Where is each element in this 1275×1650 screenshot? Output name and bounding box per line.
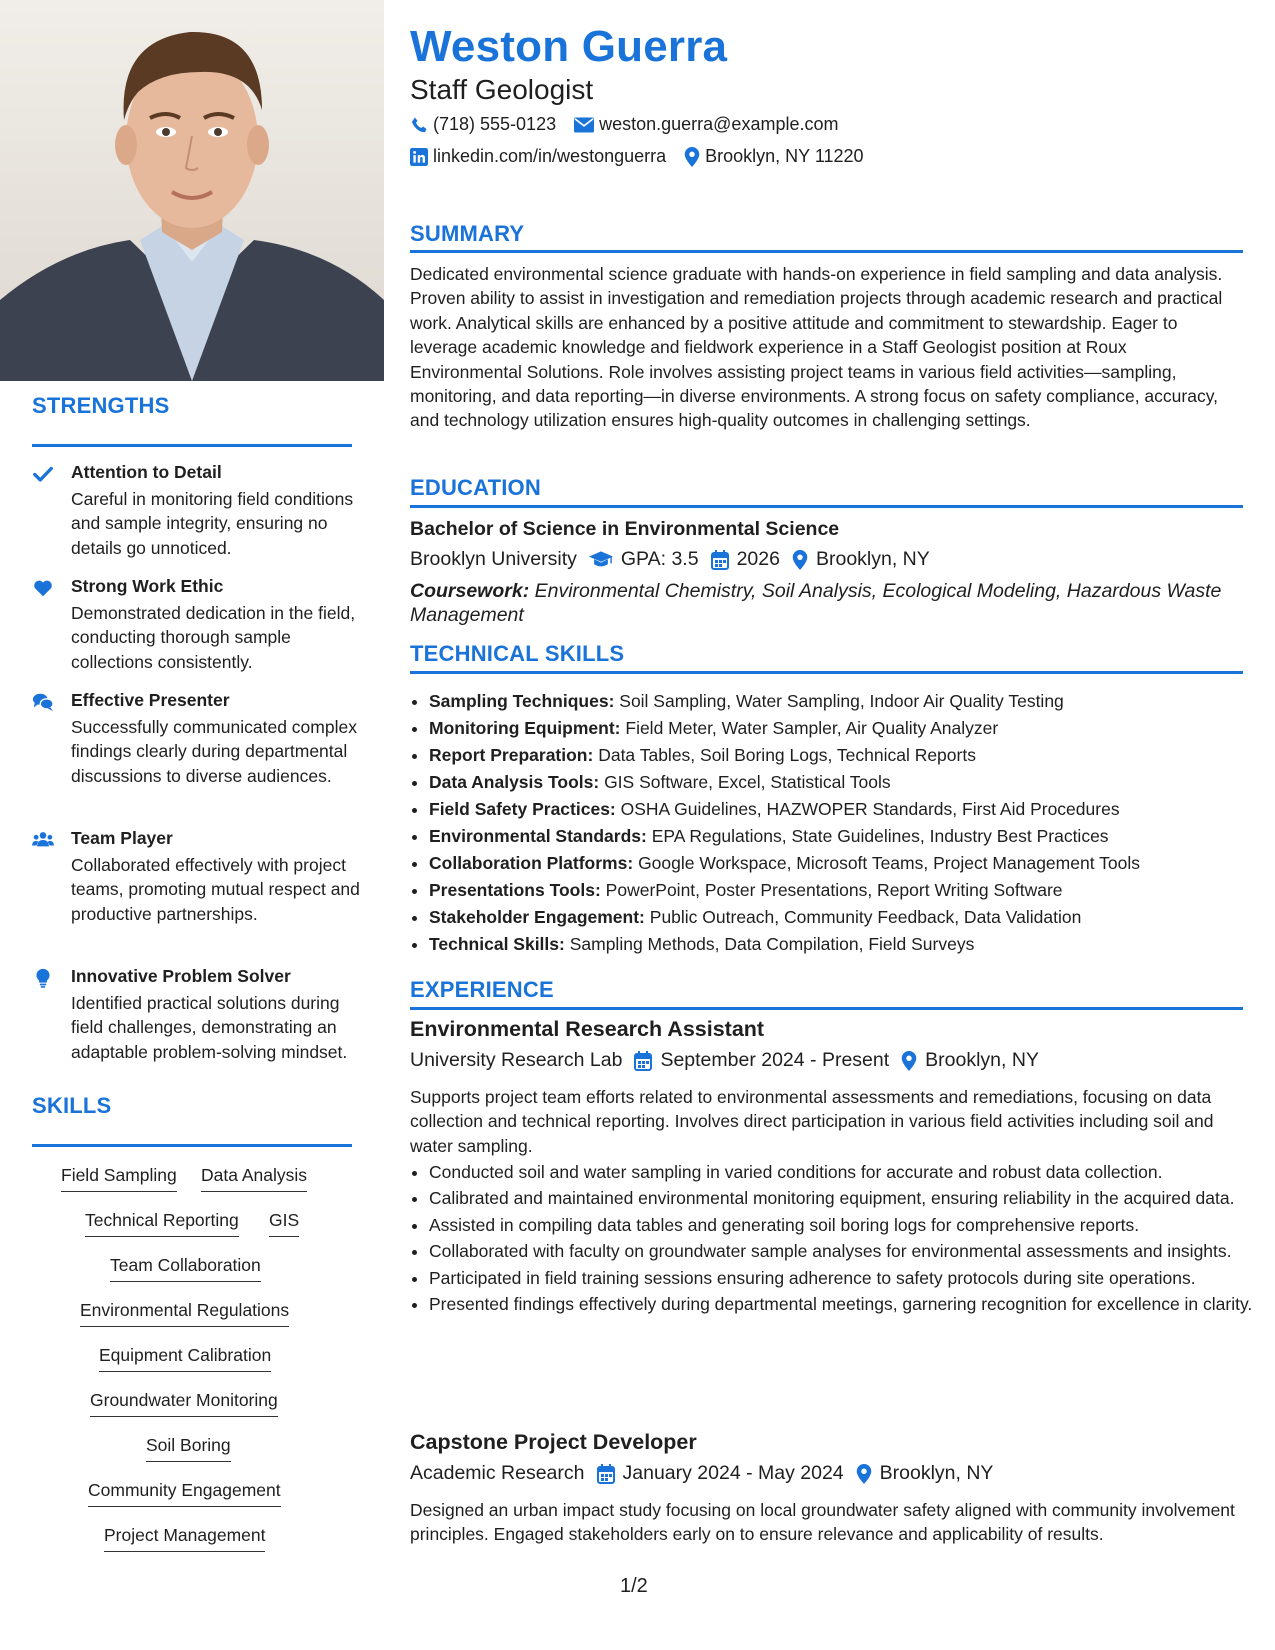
experience-rule: [410, 1007, 1243, 1010]
strength-title: Innovative Problem Solver: [71, 966, 291, 986]
list-item: • Data Analysis Tools: GIS Software, Excel, Statistical Tools: [429, 769, 1262, 796]
skill-tag: GIS: [269, 1210, 299, 1237]
school-location: Brooklyn, NY: [815, 548, 930, 570]
skill-tag: Team Collaboration: [110, 1255, 261, 1282]
job-title-1: Environmental Research Assistant: [410, 1017, 765, 1041]
page-number: 1/2: [620, 1575, 648, 1597]
job-meta-1: [410, 1049, 1039, 1072]
strength-desc: Collaborated effectively with project teams, promoting mutual respect and productive partnerships.: [71, 855, 360, 924]
coursework: [410, 579, 1243, 628]
strengths-rule: [32, 444, 352, 447]
calendar-icon: [634, 1051, 652, 1071]
job-description-1: Supports project team efforts related to environmental assessments and remediations, focusing on data collection and technical reporting. Involves direct participation in various field activities including soil and water sampling.: [410, 1087, 1214, 1156]
summary-heading: SUMMARY: [410, 221, 525, 246]
phone-text: (718) 555-0123: [433, 114, 557, 134]
skill-tag: Community Engagement: [88, 1480, 281, 1507]
job-title-2: Capstone Project Developer: [410, 1430, 697, 1454]
strength-desc: Demonstrated dedication in the field, conducting thorough sample collections consistently.: [71, 603, 356, 672]
job-description-2: Designed an urban impact study focusing on local groundwater safety aligned with community involvement principles. Engaged stakeholders early on to ensure relevance and applicability of results.: [410, 1500, 1235, 1545]
skill-tag: Environmental Regulations: [80, 1300, 289, 1327]
linkedin-link[interactable]: linkedin.com/in/westonguerra: [433, 146, 667, 166]
skills-rule: [32, 1144, 352, 1147]
skill-tag: Data Analysis: [201, 1165, 307, 1192]
list-item: • Collaboration Platforms: Google Workspace, Microsoft Teams, Project Management Tools: [429, 850, 1262, 877]
strength-desc: Identified practical solutions during field challenges, demonstrating an adaptable problem-solving mindset.: [71, 993, 348, 1062]
linkedin-icon: [410, 148, 428, 166]
skill-tag: Equipment Calibration: [99, 1345, 271, 1372]
linkedin[interactable]: [410, 146, 666, 167]
strength-title: Team Player: [71, 828, 173, 848]
map-pin-icon: [856, 1464, 872, 1484]
calendar-icon: [597, 1464, 615, 1484]
comments-icon: [32, 691, 54, 713]
job-location: Brooklyn, NY: [879, 1462, 994, 1484]
list-item: • Presentations Tools: PowerPoint, Poster Presentations, Report Writing Software: [429, 877, 1262, 904]
strength-desc: Successfully communicated complex findings clearly during departmental discussions to diverse audiences.: [71, 717, 357, 786]
grad-year: 2026: [736, 548, 780, 570]
education-meta: [410, 548, 930, 571]
candidate-name: Weston Guerra: [410, 22, 728, 71]
heart-icon: [32, 577, 54, 599]
strength-title: Effective Presenter: [71, 690, 230, 710]
check-icon: [32, 463, 54, 485]
job-dates: January 2024 - May 2024: [622, 1462, 844, 1484]
list-item: • Sampling Techniques: Soil Sampling, Water Sampling, Indoor Air Quality Testing: [429, 688, 1262, 715]
list-item: • Collaborated with faculty on groundwater sample analyses for environmental assessments and insights.: [429, 1239, 1262, 1263]
phone-icon: [410, 116, 428, 134]
location-text: Brooklyn, NY 11220: [705, 146, 864, 166]
list-item: • Technical Skills: Sampling Methods, Data Compilation, Field Surveys: [429, 931, 1262, 958]
list-item: • Presented findings effectively during departmental meetings, garnering recognition for excellence in clarity.: [429, 1292, 1262, 1316]
gpa: GPA: 3.5: [620, 548, 699, 570]
graduation-cap-icon: [589, 551, 613, 569]
contact-row-1: [410, 114, 856, 135]
job-dates: September 2024 - Present: [660, 1049, 890, 1071]
phone: [410, 114, 556, 135]
calendar-icon: [711, 550, 729, 570]
envelope-icon: [574, 117, 594, 133]
strength-title: Strong Work Ethic: [71, 576, 224, 596]
list-item: • Participated in field training sessions ensuring adherence to safety protocols during site operations.: [429, 1266, 1262, 1290]
list-item: • Environmental Standards: EPA Regulations, State Guidelines, Industry Best Practices: [429, 823, 1262, 850]
coursework-label: Coursework:: [410, 580, 530, 602]
lightbulb-icon: [32, 967, 54, 989]
skill-tag: Field Sampling: [61, 1165, 177, 1192]
job-title: Staff Geologist: [410, 74, 594, 105]
list-item: • Stakeholder Engagement: Public Outreach, Community Feedback, Data Validation: [429, 904, 1262, 931]
email-link[interactable]: weston.guerra@example.com: [599, 114, 839, 134]
skill-tag: Technical Reporting: [85, 1210, 239, 1237]
summary-text: Dedicated environmental science graduate with hands-on experience in field sampling and data analysis. Proven ability to assist in investigation and remediation projects through academic research and practical work. Analytical skills are enhanced by a positive attitude and commitment to stewardship. Eager to leverage academic knowledge and fieldwork experience in a Staff Geologist position at Roux Environmental Solutions. Role involves assisting project teams in various field activities—sampling, monitoring, and data reporting—in diverse environments. A strong focus on safety compliance, accuracy, and technology utilization ensures high-quality outcomes in challenging settings.: [410, 264, 1223, 431]
degree: Bachelor of Science in Environmental Science: [410, 518, 840, 540]
coursework-text: Environmental Chemistry, Soil Analysis, Ecological Modeling, Hazardous Waste Management: [410, 580, 1222, 627]
list-item: • Calibrated and maintained environmental monitoring equipment, ensuring reliability in the acquired data.: [429, 1186, 1262, 1210]
list-item: • Report Preparation: Data Tables, Soil Boring Logs, Technical Reports: [429, 742, 1262, 769]
technical-skills-rule: [410, 671, 1243, 674]
summary-rule: [410, 250, 1243, 253]
skill-tag: Groundwater Monitoring: [90, 1390, 278, 1417]
job-bullets-1: [410, 1160, 1262, 1318]
experience-heading: EXPERIENCE: [410, 977, 554, 1002]
skill-tag: Project Management: [104, 1525, 265, 1552]
skill-tag: Soil Boring: [146, 1435, 231, 1462]
map-pin-icon: [901, 1051, 917, 1071]
education-heading: EDUCATION: [410, 475, 541, 500]
left-column: [0, 0, 384, 1650]
location: [684, 146, 863, 167]
technical-skills-list: [410, 688, 1262, 958]
education-rule: [410, 505, 1243, 508]
job-location: Brooklyn, NY: [925, 1049, 1039, 1071]
map-pin-icon: [792, 550, 808, 570]
list-item: • Assisted in compiling data tables and generating soil boring logs for comprehensive reports.: [429, 1213, 1262, 1237]
strength-title: Attention to Detail: [71, 462, 222, 482]
list-item: • Conducted soil and water sampling in varied conditions for accurate and robust data collection.: [429, 1160, 1262, 1184]
job-meta-2: [410, 1462, 993, 1485]
contact-row-2: [410, 146, 882, 167]
job-org: Academic Research: [410, 1462, 585, 1484]
skills-heading: SKILLS: [32, 1093, 112, 1118]
map-pin-icon: [684, 147, 700, 167]
technical-skills-heading: TECHNICAL SKILLS: [410, 641, 625, 666]
list-item: • Monitoring Equipment: Field Meter, Water Sampler, Air Quality Analyzer: [429, 715, 1262, 742]
email[interactable]: [574, 114, 838, 135]
strength-desc: Careful in monitoring field conditions and sample integrity, ensuring no details go unnoticed.: [71, 489, 354, 558]
users-icon: [32, 829, 54, 851]
school: Brooklyn University: [410, 548, 577, 570]
job-org: University Research Lab: [410, 1049, 623, 1071]
strengths-heading: STRENGTHS: [32, 393, 170, 418]
list-item: • Field Safety Practices: OSHA Guidelines, HAZWOPER Standards, First Aid Procedures: [429, 796, 1262, 823]
profile-photo: [0, 0, 384, 381]
